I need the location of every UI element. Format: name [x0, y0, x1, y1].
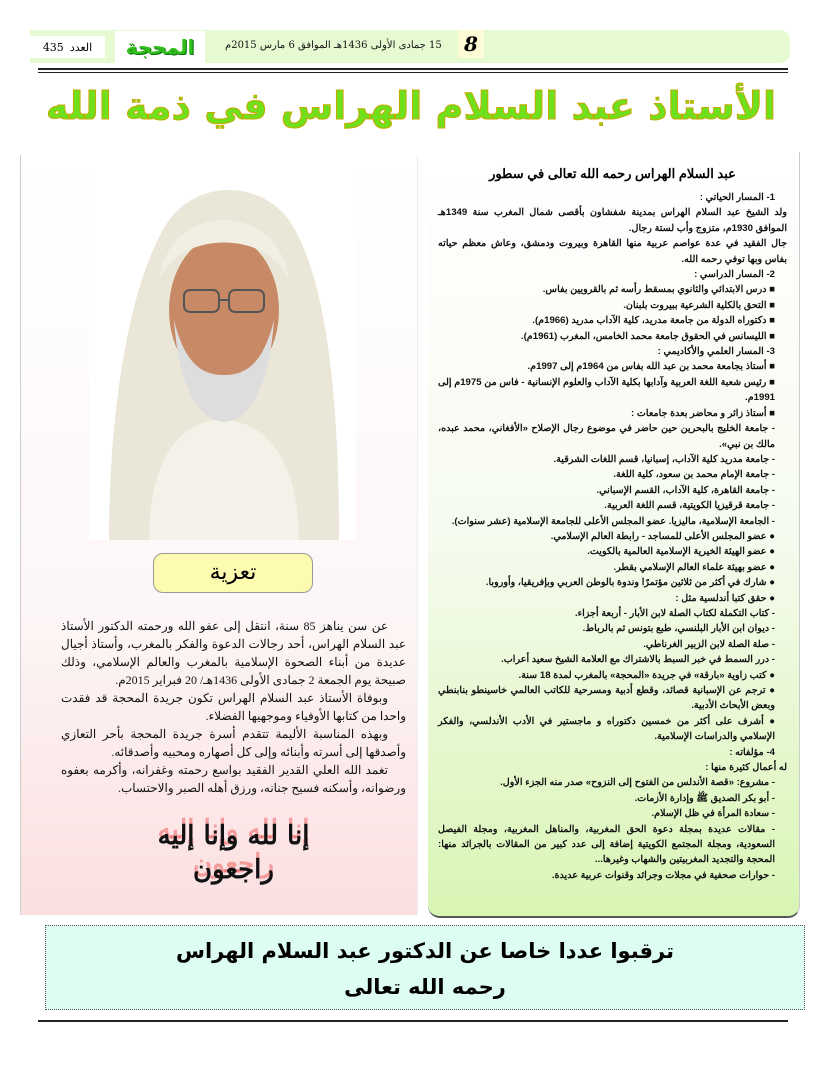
- issue-number: [30, 36, 105, 58]
- bio-line: له أعمال كثيرة منها :: [705, 762, 787, 774]
- issue-value: 435: [42, 40, 64, 54]
- bio-line: - حوارات صحفية في مجلات وجرائد وقنوات عربية عديدة.: [551, 869, 775, 881]
- bio-line: ■ دكتوراه الدولة من جامعة مدريد، كلية الآداب مدريد (1966م).: [532, 315, 775, 327]
- bio-line: - صلة الصلة لابن الزبير الغرناطي.: [643, 638, 775, 650]
- bio-line: ■ درس الابتدائي والثانوي بمسقط رأسه ثم بالقرويين بفاس.: [542, 284, 775, 296]
- bio-line: ● عضو المجلس الأعلى للمساجد - رابطة العالم الإسلامي.: [550, 530, 775, 542]
- bio-line: ■ التحق بالكلية الشرعية ببيروت بلبنان.: [623, 299, 775, 311]
- condolence-paragraph: وبهذه المناسبة الأليمة تتقدم أسرة جريدة المحجة بأحر التعازي وأصدقها إلى أسرته وأبنائه وإلى كل أصهاره ومحبيه وأصدقائه.: [61, 727, 406, 759]
- footer-divider: [38, 1020, 788, 1022]
- bio-line: ■ الليسانس في الحقوق جامعة محمد الخامس، المغرب (1961م).: [520, 330, 775, 342]
- bio-line: 1- المسار الحياتي :: [699, 192, 775, 203]
- bio-line: - جامعة قرقيزيا الكويتية، قسم اللغة العربية.: [604, 500, 775, 512]
- bio-line: 3- المسار العلمي والأكاديمي :: [657, 346, 775, 358]
- bio-line: ولد الشيخ عبد السلام الهراس بمدينة شفشاون بأقصى شمال المغرب سنة 1349هـ الموافق 1930م، متزوج وأب لستة رجال.: [438, 207, 787, 234]
- bio-line: - جامعة مدريد كلية الآداب، إسبانيا، قسم اللغات الشرقية.: [553, 453, 775, 465]
- bio-line: ● شارك في أكثر من ثلاثين مؤتمرًا وندوة بالوطن العربي وبإفريقيا، وأوروبا.: [485, 577, 775, 589]
- bio-line: - ديوان ابن الأبار البلنسي، طبع بتونس ثم بالرباط.: [582, 623, 775, 635]
- header-divider-thin: [38, 72, 788, 73]
- newspaper-logo: المحجة: [115, 31, 205, 63]
- promo-line-2: رحمه الله تعالى: [344, 975, 506, 999]
- bio-line: ● حقق كتبا أندلسية مثل :: [675, 592, 775, 604]
- bio-line: - جامعة القاهرة، كلية الآداب، القسم الإسباني.: [596, 484, 775, 496]
- bio-line: 2- المسار الدراسي :: [694, 269, 775, 281]
- portrait-photo: [89, 160, 356, 540]
- issue-date: 15 جمادى الأولى 1436هـ الموافق 6 مارس 2015م: [225, 40, 442, 51]
- bio-line: - مشروع: «قصة الأندلس من الفتوح إلى النزوح» صدر منه الجزء الأول.: [500, 777, 775, 789]
- bio-line: ● عضو بهيئة علماء العالم الإسلامي بقطر.: [613, 561, 775, 573]
- condolence-body: [61, 617, 406, 887]
- bio-line: - كتاب التكملة لكتاب الصلة لابن الأبار - أربعة أجزاء.: [574, 607, 775, 619]
- bio-title: عبد السلام الهراس رحمه الله تعالى في سطور: [489, 166, 736, 181]
- bio-line: ● عضو الهيئة الخيرية الإسلامية العالمية بالكويت.: [587, 546, 775, 558]
- condolence-paragraph: عن سن يناهز 85 سنة، انتقل إلى عفو الله ورحمته الدكتور الأستاذ عبد السلام الهراس، أحد رجالات الدعوة والفكر بالمغرب، وأستاذ أجيال عديدة من أبناء الصحوة الإسلامية بالمغرب والعالم الإسلامي، وذلك صبيحة يوم الجمعة 2 جمادى الأولى 1436هـ/ 20 فبراير 2015م.: [61, 619, 406, 687]
- bio-line: ● كتب زاوية «بارقة» في جريدة «المحجة» بالمغرب لمدة 18 سنة.: [518, 669, 775, 681]
- bio-column: [428, 152, 800, 918]
- header-divider: [38, 68, 788, 70]
- condolence-column: [20, 155, 418, 915]
- bio-line: ■ أستاذ زائر و محاضر بعدة جامعات :: [631, 407, 775, 419]
- promo-line-1: ترقبوا عددا خاصا عن الدكتور عبد السلام الهراس: [176, 939, 674, 963]
- bio-line: ● أشرف على أكثر من خمسين دكتوراه و ماجستير في الأدب الأندلسي، والفكر الإسلامي والدراسات الإسلامية.: [438, 715, 775, 743]
- bio-line: - مقالات عديدة بمجلة دعوة الحق المغربية، والمناهل المغربية، ومجلة الفيصل السعودية، ومجلة المجتمع الكويتية إضافة إلى عدد كبير من المقالات بالجرائد منها: المحجة والتجديد المغربيتين والشهاب وغيرها...: [438, 823, 775, 866]
- bio-line: ■ رئيس شعبة اللغة العربية وآدابها بكلية الآداب والعلوم الإنسانية - فاس من 1975م إلى 1991م.: [438, 376, 775, 404]
- bio-line: - درر السمط في خبر السبط بالاشتراك مع العلامة الشيخ سعيد أعراب.: [501, 654, 775, 666]
- bio-text: [438, 190, 787, 883]
- calligraphy-ayah: إنا لله وإنا إليه راجعون: [157, 821, 310, 885]
- page-number: 8: [458, 30, 484, 58]
- promo-box: [45, 925, 805, 1010]
- condolence-paragraph: وبوفاة الأستاذ عبد السلام الهراس تكون جريدة المحجة قد فقدت واحدا من كتابها الأوفياء وموجهيها الفضلاء.: [61, 691, 406, 723]
- bio-line: - جامعة الإمام محمد بن سعود، كلية اللغة.: [613, 469, 775, 481]
- bio-line: - سعادة المرأة في ظل الإسلام.: [651, 808, 775, 820]
- bio-line: ■ أستاذ بجامعة محمد بن عبد الله بفاس من 1964م إلى 1997م.: [527, 361, 775, 373]
- condolence-text: [61, 617, 406, 797]
- page-title: الأستاذ عبد السلام الهراس في ذمة الله: [45, 84, 777, 128]
- bio-line: - جامعة الخليج بالبحرين حين حاضر في موضوع رجال الإصلاح «الأفغاني، محمد عبده، مالك بن نبي».: [438, 423, 775, 450]
- condolence-paragraph: تغمد الله العلي القدير الفقيد بواسع رحمته وغفرانه، وأكرمه بعفوه ورضوانه، وأسكنه فسيح جنانه، ورزق أهله الصبر والاحتساب.: [61, 763, 406, 795]
- issue-label: العدد: [69, 40, 93, 54]
- bio-line: 4- مؤلفاته :: [729, 746, 775, 758]
- bio-line: - أبو بكر الصديق ﷺ وإدارة الأزمات.: [634, 792, 775, 804]
- bio-line: جال الفقيد في عدة عواصم عربية منها القاهرة وبيروت ودمشق، وعاش معظم حياته بفاس وبها توفي رحمه الله.: [438, 238, 787, 265]
- condolence-title: تعزية: [153, 553, 313, 593]
- bio-line: - الجامعة الإسلامية، ماليزيا. عضو المجلس الأعلى للجامعة الإسلامية (عشر سنوات).: [451, 515, 775, 527]
- bio-line: ● ترجم عن الإسبانية قصائد، وقطع أدبية ومسرحية للكاتب العالمي خاسينطو بنابنطي وبعض الأبحاث الأدبية.: [438, 685, 775, 712]
